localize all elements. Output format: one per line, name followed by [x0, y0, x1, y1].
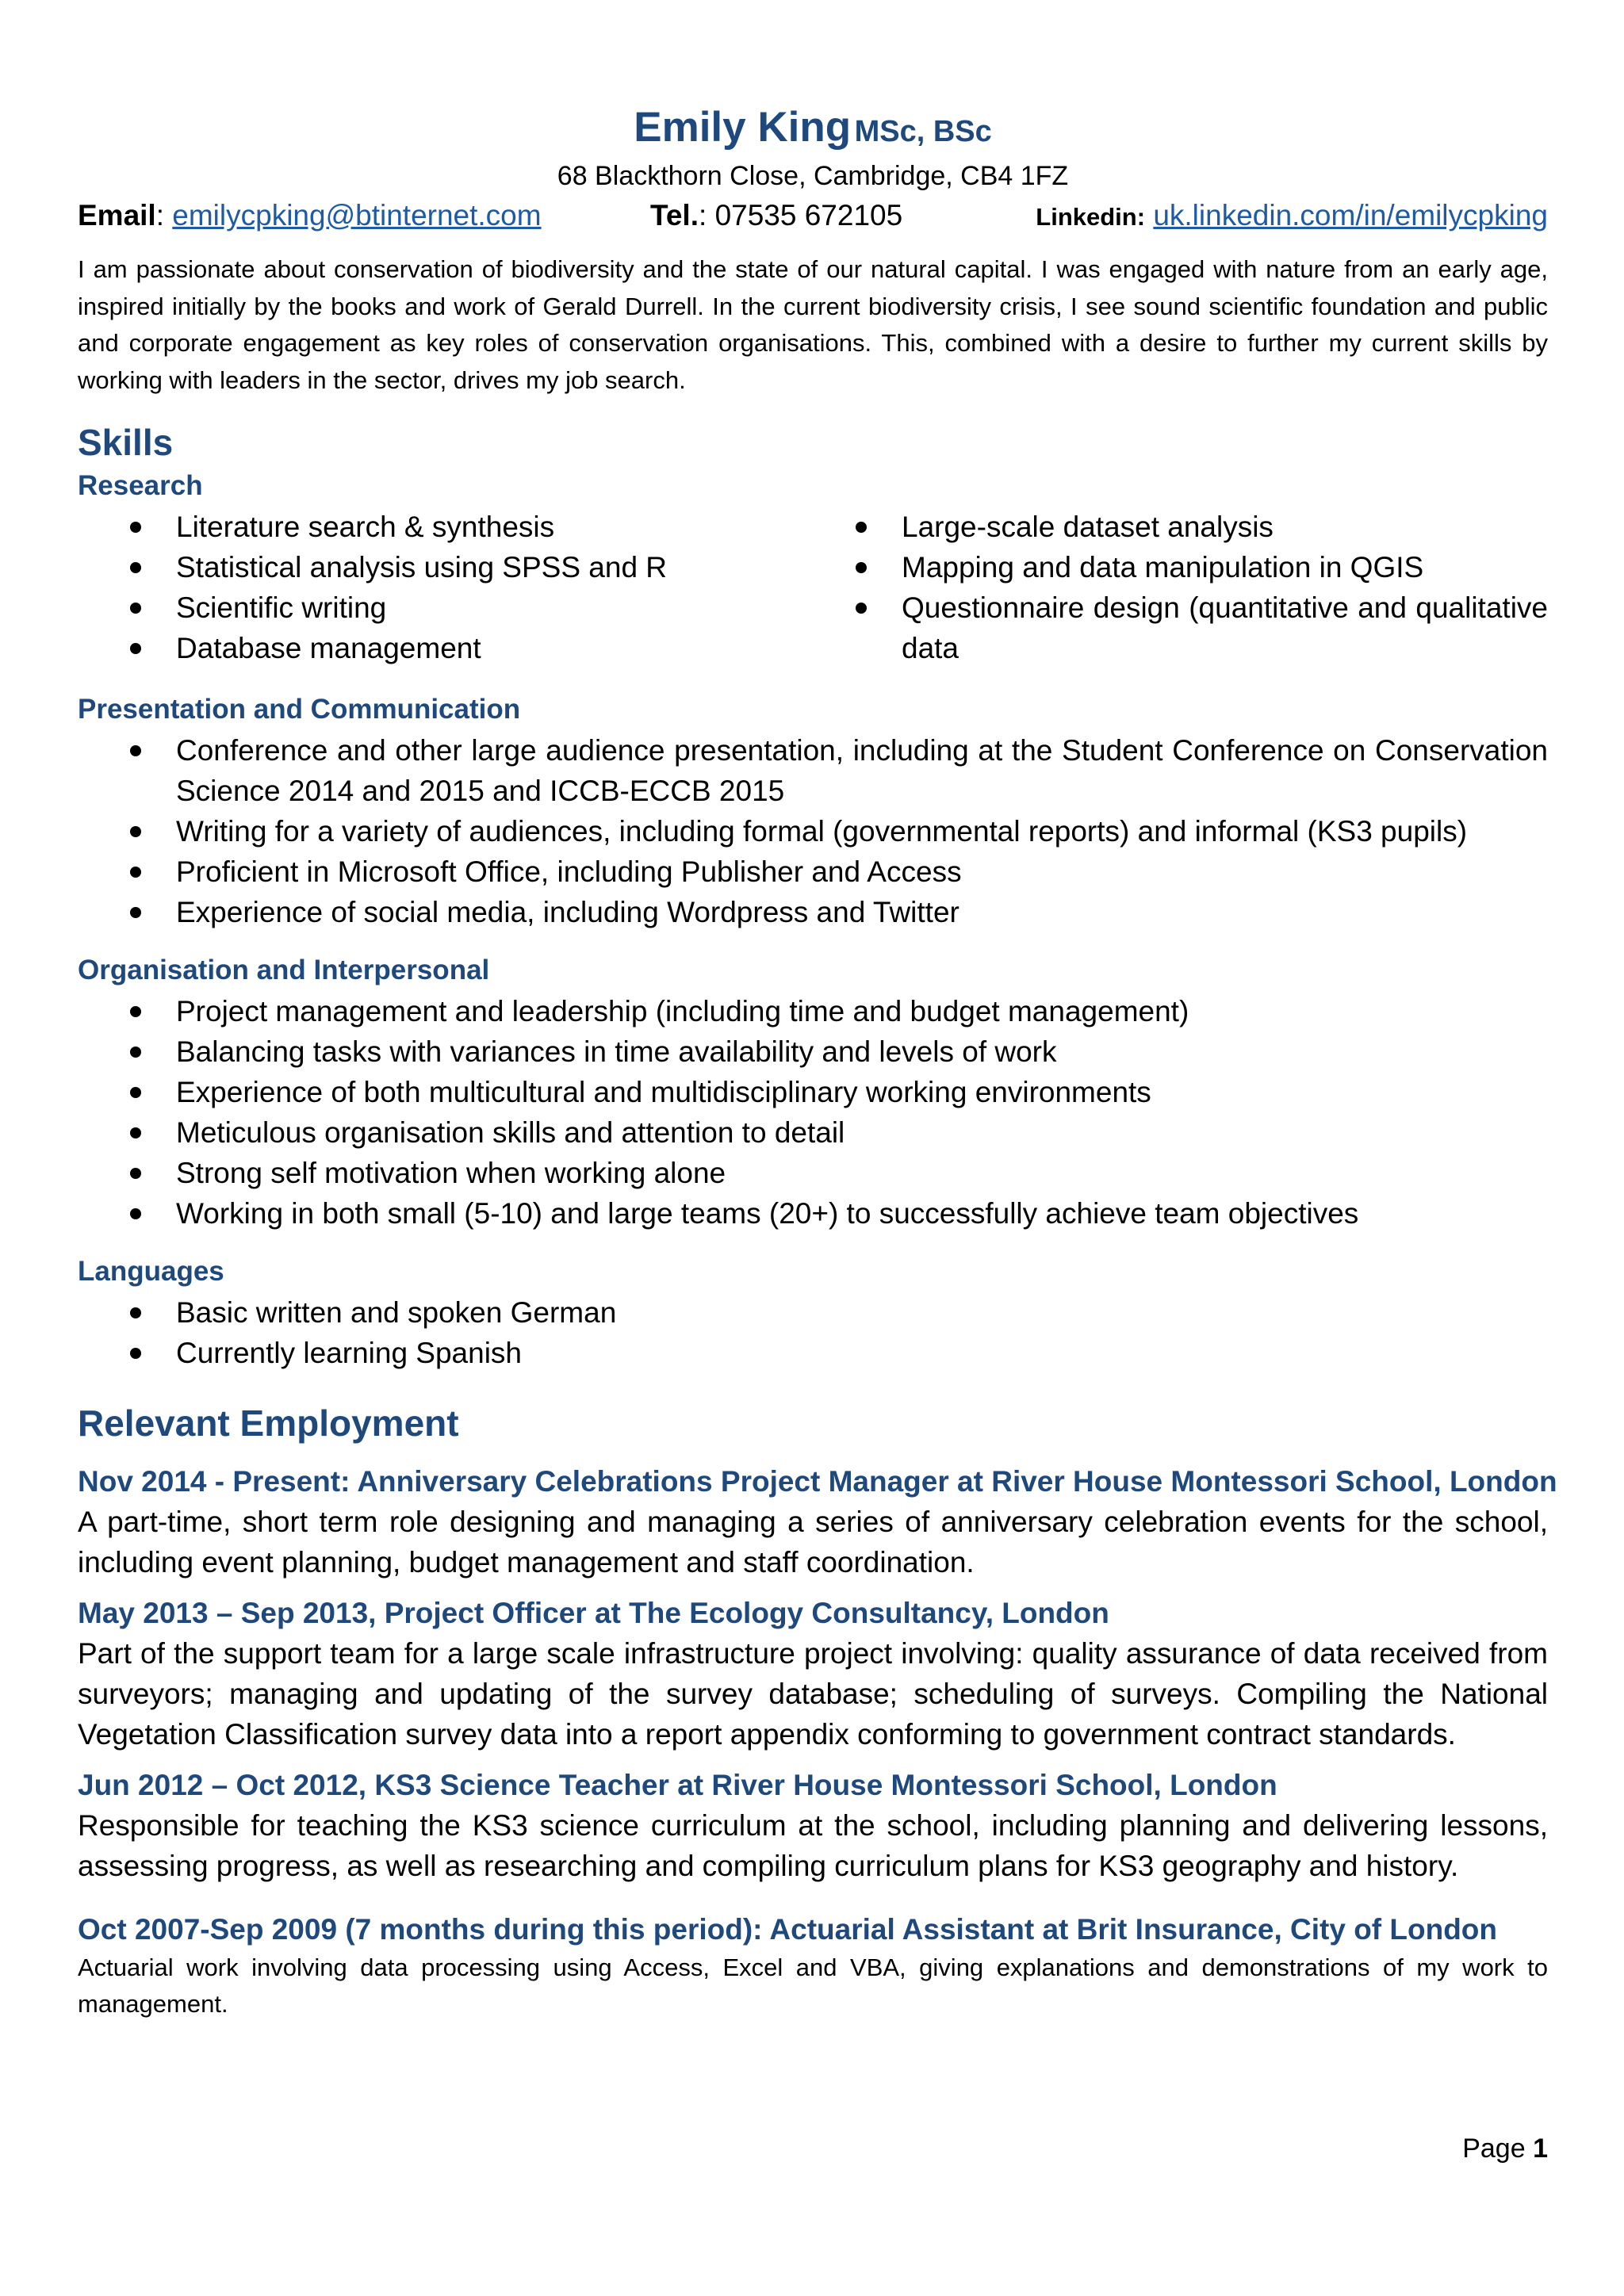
list-item: Experience of both multicultural and multidisciplinary working environments [78, 1072, 1548, 1112]
job-description: Actuarial work involving data processing using Access, Excel and VBA, giving explanations and demonstrations of my work to management. [78, 1954, 1548, 2018]
list-item: Balancing tasks with variances in time availability and levels of work [78, 1031, 1548, 1072]
job-title: Oct 2007-Sep 2009 (7 months during this period): Actuarial Assistant at Brit Insurance, City of London [78, 1913, 1498, 1946]
linkedin-link[interactable]: uk.linkedin.com/in/emilycpking [1153, 199, 1548, 232]
list-item: Writing for a variety of audiences, including formal (governmental reports) and informal (KS3 pupils) [78, 811, 1548, 851]
organisation-heading: Organisation and Interpersonal [78, 955, 490, 985]
tel-label: Tel. [650, 199, 699, 232]
list-item: Strong self motivation when working alone [78, 1153, 1548, 1193]
list-item: Questionnaire design (quantitative and qualitative data [813, 587, 1548, 668]
linkedin-block [1036, 196, 1548, 237]
list-item: Meticulous organisation skills and attention to detail [78, 1112, 1548, 1153]
job-entry [78, 1766, 1548, 1886]
skills-heading: Skills [78, 422, 174, 463]
job-title: Jun 2012 – Oct 2012, KS3 Science Teacher at River House Montessori School, London [78, 1769, 1277, 1801]
personal-statement: I am passionate about conservation of biodiversity and the state of our natural capital. I was engaged with nature from an early age, inspired initially by the books and work of Gerald Durrell. In the current biodiversity crisis, I see sound scientific foundation and public and corporate engagement as key roles of conservation organisations. This, combined with a desire to further my current skills by working with leaders in the sector, drives my job search. [78, 255, 1548, 394]
languages-heading: Languages [78, 1256, 224, 1287]
list-item: Mapping and data manipulation in QGIS [813, 547, 1548, 587]
email-link[interactable]: emilycpking@btinternet.com [172, 199, 542, 232]
research-columns [78, 507, 1548, 675]
contact-line [78, 196, 1548, 235]
list-item: Statistical analysis using SPSS and R [78, 547, 813, 587]
list-item: Project management and leadership (including time and budget management) [78, 991, 1548, 1031]
page-number [1462, 2129, 1548, 2168]
job-entry [78, 1462, 1557, 1582]
cv-page [78, 99, 1557, 2271]
page-number-value: 1 [1533, 2133, 1548, 2164]
credentials: MSc, BSc [854, 115, 992, 148]
tel-value: 07535 672105 [714, 199, 903, 232]
presentation-list [78, 730, 1548, 932]
list-item: Conference and other large audience presentation, including at the Student Conference on Conservation Science 2014 and 2015 and ICCB-ECCB 2015 [78, 730, 1548, 811]
list-item: Experience of social media, including Wordpress and Twitter [78, 892, 1548, 932]
list-item: Database management [78, 628, 813, 668]
address: 68 Blackthorn Close, Cambridge, CB4 1FZ [557, 161, 1069, 191]
job-description: A part-time, short term role designing and managing a series of anniversary celebration events for the school, including event planning, budget management and staff coordination. [78, 1506, 1548, 1578]
organisation-list [78, 991, 1548, 1234]
list-item: Literature search & synthesis [78, 507, 813, 547]
list-item: Working in both small (5-10) and large teams (20+) to successfully achieve team objectives [78, 1193, 1548, 1234]
job-entry [78, 1910, 1548, 2022]
job-entry [78, 1594, 1548, 1755]
list-item: Scientific writing [78, 587, 813, 628]
research-column-left [78, 507, 813, 675]
page-label: Page [1462, 2133, 1526, 2164]
list-item: Proficient in Microsoft Office, including Publisher and Access [78, 851, 1548, 892]
email-block: Email: emilycpking@btinternet.com [78, 199, 542, 232]
presentation-heading: Presentation and Communication [78, 694, 521, 725]
list-item: Currently learning Spanish [78, 1333, 1548, 1373]
job-description: Part of the support team for a large scale infrastructure project involving: quality assurance of data received from surveyors; managing and updating of the survey database; scheduling of surveys. Compiling the National Vegetation Classification survey data into a report appendix conforming to government contract standards. [78, 1637, 1548, 1751]
job-description: Responsible for teaching the KS3 science curriculum at the school, including planning and delivering lessons, assessing progress, as well as researching and compiling curriculum plans for KS3 geography and history. [78, 1809, 1548, 1882]
employment-heading: Relevant Employment [78, 1402, 459, 1444]
job-title: May 2013 – Sep 2013, Project Officer at The Ecology Consultancy, London [78, 1597, 1109, 1629]
name-heading [78, 99, 1548, 156]
job-title: Nov 2014 - Present: Anniversary Celebrations Project Manager at River House Montessori School, London [78, 1465, 1557, 1498]
list-item: Basic written and spoken German [78, 1292, 1548, 1333]
linkedin-label: Linkedin: [1036, 203, 1146, 231]
full-name: Emily King [634, 104, 852, 151]
research-column-right [813, 507, 1548, 675]
list-item: Large-scale dataset analysis [813, 507, 1548, 547]
languages-list [78, 1292, 1548, 1373]
email-label: Email [78, 199, 156, 232]
tel-block: Tel.: 07535 672105 [650, 199, 903, 232]
research-heading: Research [78, 470, 203, 501]
